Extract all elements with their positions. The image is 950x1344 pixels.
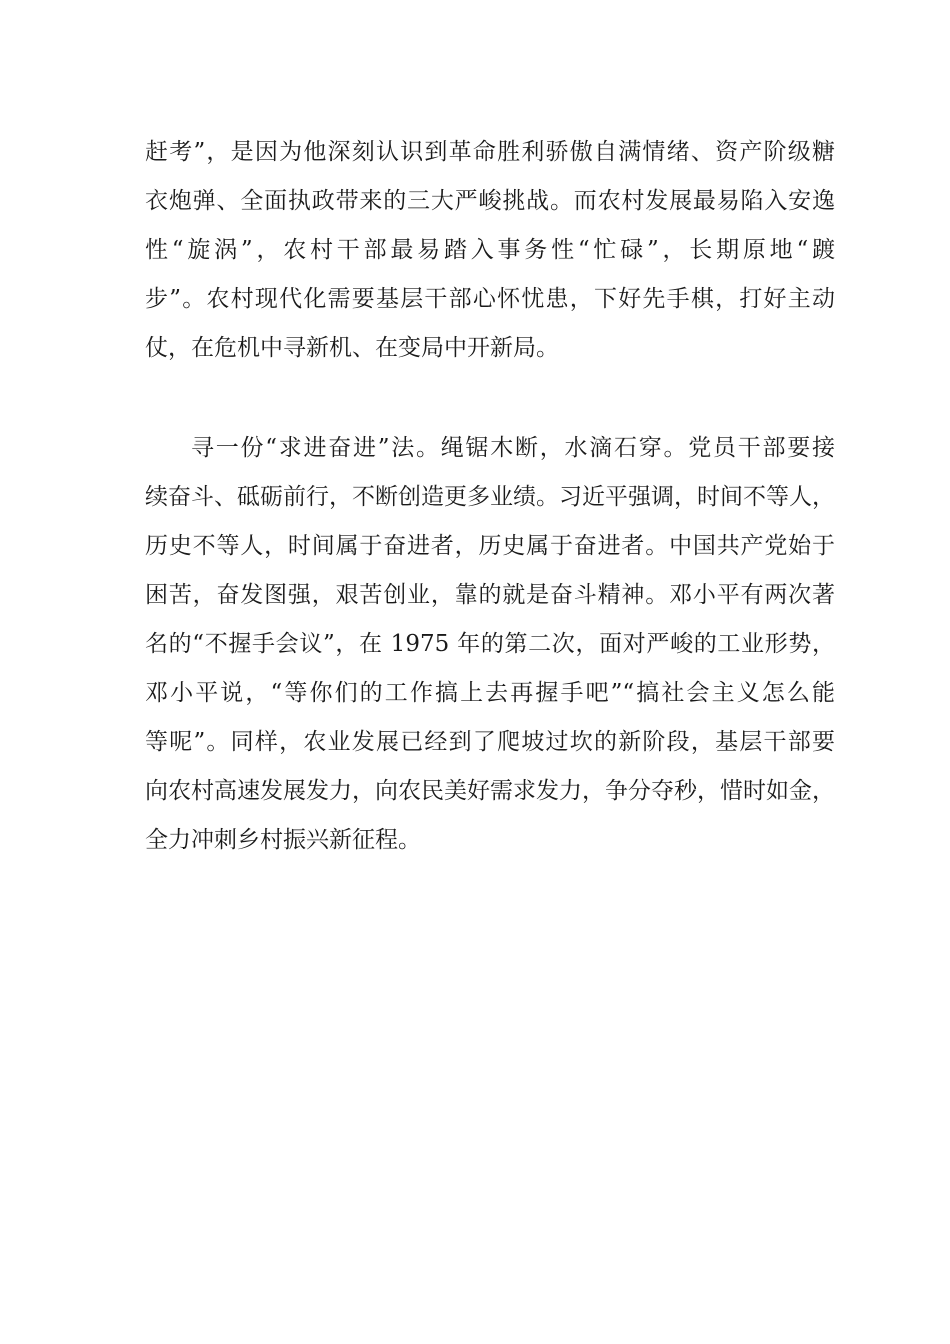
paragraph-line: 性“旋涡”，农村干部最易踏入事务性“忙碌”，长期原地“踱 [145,237,835,263]
paragraph-line: 全力冲刺乡村振兴新征程。 [145,827,421,853]
paragraph-2 [145,424,835,865]
paragraph-line: 仗，在危机中寻新机、在变局中开新局。 [145,335,559,361]
paragraph-line: 困苦，奋发图强，艰苦创业，靠的就是奋斗精神。邓小平有两次著 [145,582,835,608]
paragraph-line: 赶考”，是因为他深刻认识到革命胜利骄傲自满情绪、资产阶级糖 [145,139,835,165]
paragraph-line: 步”。农村现代化需要基层干部心怀忧患，下好先手棋，打好主动 [145,286,835,312]
paragraph-1 [145,128,835,373]
paragraph-line: 名的“不握手会议”，在 1975 年的第二次，面对严峻的工业形势， [145,631,835,657]
paragraph-line: 续奋斗、砥砺前行，不断创造更多业绩。习近平强调，时间不等人， [145,484,835,510]
paragraph-line: 邓小平说，“等你们的工作搞上去再握手吧”“搞社会主义怎么能 [145,680,835,706]
paragraph-line: 等呢”。同样，农业发展已经到了爬坡过坎的新阶段，基层干部要 [145,729,835,755]
paragraph-line: 向农村高速发展发力，向农民美好需求发力，争分夺秒，惜时如金， [145,778,835,804]
paragraph-line: 历史不等人，时间属于奋进者，历史属于奋进者。中国共产党始于 [145,533,835,559]
paragraph-line: 寻一份“求进奋进”法。绳锯木断，水滴石穿。党员干部要接 [191,435,835,461]
paragraph-line: 衣炮弹、全面执政带来的三大严峻挑战。而农村发展最易陷入安逸 [145,188,835,214]
